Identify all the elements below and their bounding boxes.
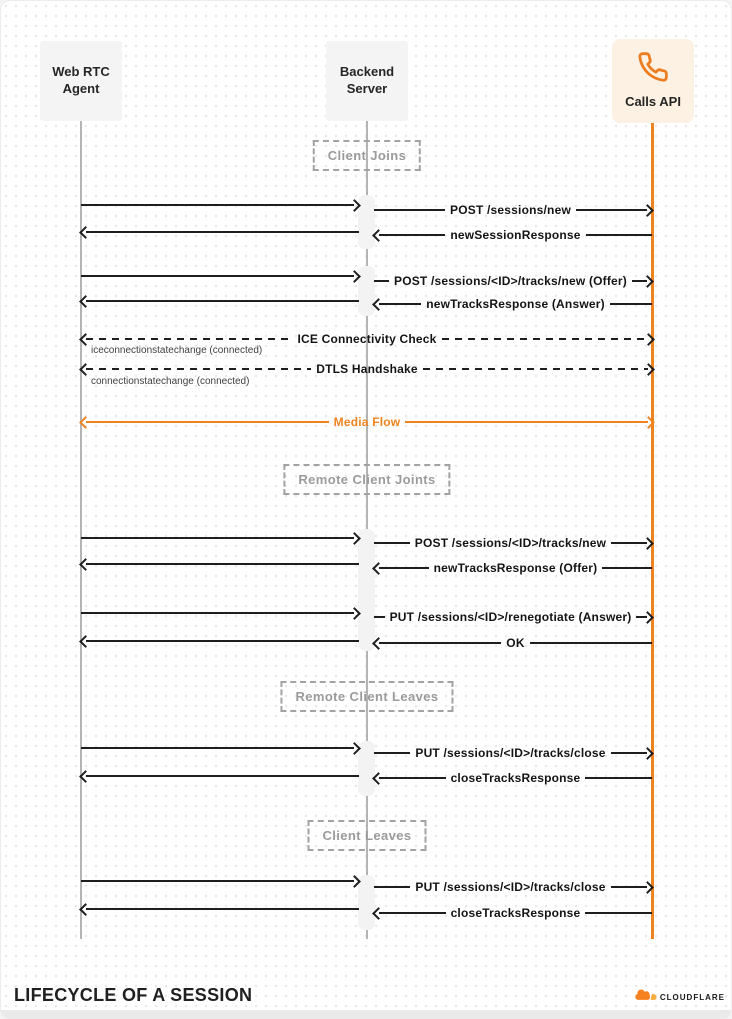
arrowhead-right-icon <box>348 742 361 755</box>
message-label: POST /sessions/<ID>/tracks/new (Offer) <box>393 274 628 288</box>
event-sublabel: connectionstatechange (connected) <box>91 376 250 387</box>
msg-new-tracks-response-answer <box>374 296 652 312</box>
lifeline-calls-api <box>651 123 654 939</box>
msg-put-tracks-close <box>374 745 652 761</box>
arrowhead-right-icon <box>348 875 361 888</box>
message-label: closeTracksResponse <box>450 771 581 785</box>
arrow-backend-to-agent <box>81 224 359 240</box>
event-label: Media Flow <box>333 415 401 429</box>
actor-backend-server <box>326 41 408 121</box>
arrow-backend-to-agent <box>81 293 359 309</box>
arrowhead-right-icon <box>348 532 361 545</box>
arrowhead-right-icon <box>641 881 654 894</box>
message-label: newTracksResponse (Answer) <box>426 297 605 311</box>
phone-icon <box>637 51 669 88</box>
arrowhead-right-icon <box>641 747 654 760</box>
section-client-leaves: Client Leaves <box>307 820 426 851</box>
message-label: closeTracksResponse <box>450 906 581 920</box>
arrow-agent-to-backend <box>81 740 359 756</box>
activation-bar <box>358 195 375 249</box>
msg-put-tracks-close <box>374 879 652 895</box>
arrow-backend-to-agent <box>81 633 359 649</box>
msg-post-tracks-new <box>374 535 652 551</box>
msg-new-session-response <box>374 227 652 243</box>
message-label: PUT /sessions/<ID>/tracks/close <box>415 880 606 894</box>
arrow-backend-to-agent <box>81 768 359 784</box>
arrowhead-left-icon <box>372 637 385 650</box>
arrowhead-right-icon <box>642 363 655 376</box>
arrowhead-right-icon <box>641 537 654 550</box>
page-title: LIFECYCLE OF A SESSION <box>14 985 253 1005</box>
arrowhead-left-icon <box>372 229 385 242</box>
message-label: PUT /sessions/<ID>/tracks/close <box>415 746 606 760</box>
actor-label: Calls API <box>625 94 681 110</box>
arrowhead-left-icon <box>372 772 385 785</box>
arrowhead-right-icon <box>642 416 655 429</box>
section-remote-client-joints: Remote Client Joints <box>283 464 450 495</box>
event-label: ICE Connectivity Check <box>297 332 437 346</box>
arrowhead-left-icon <box>372 562 385 575</box>
actor-label: Web RTC Agent <box>52 64 110 96</box>
arrow-backend-to-agent <box>81 901 359 917</box>
bottom-edge <box>1 1010 731 1018</box>
arrowhead-right-icon <box>641 611 654 624</box>
arrow-agent-to-backend <box>81 530 359 546</box>
actor-label: Backend Server <box>339 64 395 96</box>
message-label: PUT /sessions/<ID>/renegotiate (Answer) <box>389 610 632 624</box>
arrowhead-right-icon <box>641 204 654 217</box>
message-label: POST /sessions/<ID>/tracks/new <box>414 536 607 550</box>
msg-new-tracks-response-offer <box>374 560 652 576</box>
section-client-joins: Client Joins <box>313 140 421 171</box>
event-dtls-handshake <box>81 361 653 377</box>
arrowhead-right-icon <box>642 333 655 346</box>
actor-web-rtc-agent <box>40 41 122 121</box>
arrowhead-left-icon <box>79 903 92 916</box>
activation-bar <box>358 529 375 651</box>
event-media-flow <box>81 414 653 430</box>
arrowhead-left-icon <box>79 770 92 783</box>
arrowhead-right-icon <box>348 270 361 283</box>
event-label: DTLS Handshake <box>316 362 418 376</box>
message-label: POST /sessions/new <box>450 203 571 217</box>
arrowhead-left-icon <box>79 416 92 429</box>
msg-put-renegotiate-answer <box>374 609 652 625</box>
arrowhead-left-icon <box>79 635 92 648</box>
message-label: newTracksResponse (Offer) <box>433 561 598 575</box>
msg-close-tracks-response <box>374 905 652 921</box>
arrowhead-left-icon <box>79 226 92 239</box>
cloudflare-cloud-icon <box>633 988 657 1006</box>
msg-post-tracks-new-offer <box>374 273 652 289</box>
cloudflare-logo <box>633 988 725 1006</box>
arrowhead-left-icon <box>372 907 385 920</box>
arrow-agent-to-backend <box>81 197 359 213</box>
section-remote-client-leaves: Remote Client Leaves <box>280 681 453 712</box>
arrow-agent-to-backend <box>81 873 359 889</box>
activation-bar <box>358 266 375 316</box>
actor-calls-api <box>612 39 694 123</box>
arrow-agent-to-backend <box>81 605 359 621</box>
activation-bar <box>358 741 375 796</box>
arrowhead-left-icon <box>79 333 92 346</box>
arrowhead-left-icon <box>79 363 92 376</box>
arrowhead-left-icon <box>79 295 92 308</box>
arrowhead-right-icon <box>348 199 361 212</box>
msg-ok <box>374 635 652 651</box>
arrowhead-left-icon <box>79 558 92 571</box>
activation-bar <box>358 875 375 930</box>
event-sublabel: iceconnectionstatechange (connected) <box>91 345 263 356</box>
message-label: OK <box>506 636 525 650</box>
arrow-backend-to-agent <box>81 556 359 572</box>
arrow-agent-to-backend <box>81 268 359 284</box>
msg-close-tracks-response <box>374 770 652 786</box>
msg-post-sessions-new <box>374 202 652 218</box>
message-label: newSessionResponse <box>450 228 581 242</box>
arrowhead-right-icon <box>641 275 654 288</box>
cloudflare-wordmark: CLOUDFLARE <box>659 992 725 1002</box>
arrowhead-left-icon <box>372 298 385 311</box>
arrowhead-right-icon <box>348 607 361 620</box>
